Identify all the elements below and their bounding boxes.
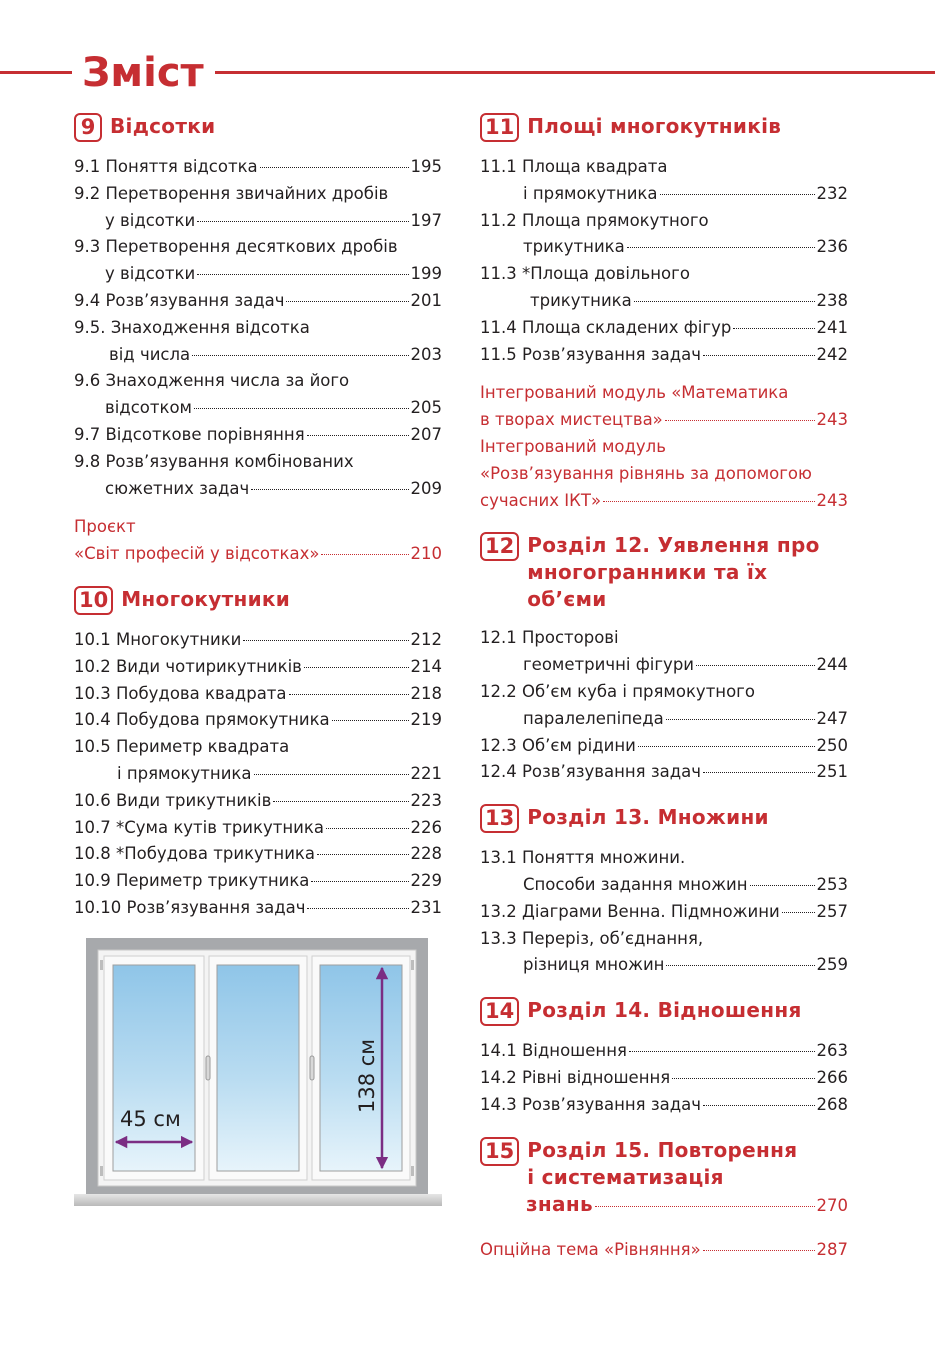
page-number: 212 [410,629,442,649]
page-number: 251 [816,762,848,782]
toc-entry-11-1[interactable]: 11.1 Площа квадрата і прямокутника 232 [480,154,848,208]
section-number-badge: 15 [480,1137,519,1166]
width-label: 45 см [120,1107,181,1131]
toc-entry-10-2[interactable]: 10.2 Види чотирикутників 214 [74,654,442,681]
toc-entry-9-4[interactable]: 9.4 Розв’язування задач 201 [74,288,442,315]
page-number: 214 [410,656,442,676]
toc-entry-12-2[interactable]: 12.2 Об’єм куба і прямокутного паралелепіпеда 247 [480,679,848,733]
page-number: 257 [816,901,848,921]
toc-entry-9-3[interactable]: 9.3 Перетворення десяткових дробів у відсотки 199 [74,234,442,288]
section-number-badge: 11 [480,113,519,142]
section-13-entries [480,845,848,979]
toc-entry-9-8[interactable]: 9.8 Розв’язування комбінованих сюжетних задач 209 [74,449,442,503]
section-number-badge: 14 [480,997,519,1026]
toc-entry-9-1[interactable]: 9.1 Поняття відсотка 195 [74,154,442,181]
section-title: Розділ 12. Уявлення про многогранники та їх об’єми [527,533,820,612]
section-title: Відсотки [110,114,216,138]
page-number: 226 [410,817,442,837]
page-number: 203 [410,344,442,364]
toc-entry-13-2[interactable]: 13.2 Діаграми Венна. Підмножини 257 [480,899,848,926]
toc-entry-10-10[interactable]: 10.10 Розв’язування задач 231 [74,895,442,922]
page-number: 207 [410,424,442,444]
toc-right-column [480,113,848,1263]
toc-entry-11-3[interactable]: 11.3 *Площа довільного трикутника 238 [480,261,848,315]
page-number: 197 [410,210,442,230]
page-number: 263 [816,1041,848,1061]
section-number-badge: 12 [480,532,519,561]
section-10-heading[interactable] [74,586,442,615]
section-14-heading[interactable] [480,997,848,1026]
toc-entry-14-1[interactable]: 14.1 Відношення 263 [480,1038,848,1065]
page-number: 232 [816,183,848,203]
section-15-heading[interactable]: 15 Розділ 15. Повторення і систематизація знань 270 [480,1137,848,1219]
toc-entry-10-8[interactable]: 10.8 *Побудова трикутника 228 [74,841,442,868]
page-number: 210 [410,544,442,564]
page-number: 218 [410,683,442,703]
section-title: Площі многокутників [527,114,782,138]
toc-entry-9-2[interactable]: 9.2 Перетворення звичайних дробів у відсотки 197 [74,181,442,235]
page-number: 244 [816,655,848,675]
page-number: 238 [816,290,848,310]
toc-entry-12-4[interactable]: 12.4 Розв’язування задач 251 [480,759,848,786]
page-number: 243 [816,410,848,430]
page-number: 250 [816,735,848,755]
page-number: 247 [816,708,848,728]
section-14-entries [480,1038,848,1118]
page-number: 228 [410,844,442,864]
section-title: Розділ 15. Повторення і систематизація [527,1137,798,1189]
page-number: 241 [816,317,848,337]
page-number: 236 [816,237,848,257]
toc-entry-9-6[interactable]: 9.6 Знаходження числа за його відсотком 205 [74,368,442,422]
page-number: 287 [816,1239,848,1259]
toc-entry-11-2[interactable]: 11.2 Площа прямокутного трикутника 236 [480,208,848,262]
page-number: 231 [410,897,442,917]
window-illustration [74,938,442,1210]
page-number: 259 [816,955,848,975]
toc-entry-12-1[interactable]: 12.1 Просторові геометричні фігури 244 [480,625,848,679]
height-label: 138 см [355,1038,379,1113]
toc-entry-12-3[interactable]: 12.3 Об’єм рідини 250 [480,733,848,760]
page-number: 219 [410,710,442,730]
header-rule-left [0,71,72,74]
section-number-badge: 13 [480,804,519,833]
toc-left-column [74,113,442,922]
toc-entry-14-3[interactable]: 14.3 Розв’язування задач 268 [480,1092,848,1119]
page-number: 242 [816,344,848,364]
toc-entry-9-7[interactable]: 9.7 Відсоткове порівняння 207 [74,422,442,449]
toc-entry-10-3[interactable]: 10.3 Побудова квадрата 218 [74,681,442,708]
page-number: 205 [410,398,442,418]
toc-entry-13-1[interactable]: 13.1 Поняття множини. Способи задання множин 253 [480,845,848,899]
toc-entry-10-1[interactable]: 10.1 Многокутники 212 [74,627,442,654]
toc-entry-10-7[interactable]: 10.7 *Сума кутів трикутника 226 [74,815,442,842]
section-12-heading[interactable] [480,532,848,613]
section-13-heading[interactable] [480,804,848,833]
toc-entry-13-3[interactable]: 13.3 Переріз, об’єднання, різниця множин 259 [480,926,848,980]
page-header [0,50,935,96]
toc-entry-module-art[interactable]: Інтегрований модуль «Математика в творах мистецтва» 243 [480,380,848,434]
page-number: 253 [816,874,848,894]
section-11-heading[interactable] [480,113,848,142]
section-11-entries [480,154,848,368]
toc-entry-10-6[interactable]: 10.6 Види трикутників 223 [74,788,442,815]
toc-entry-optional-topic[interactable]: Опційна тема «Рівняння» 287 [480,1237,848,1264]
page-title: Зміст [82,50,204,96]
section-number-badge: 10 [74,586,113,615]
toc-entry-project[interactable]: Проєкт «Світ професій у відсотках» 210 [74,514,442,568]
window-drawing [74,938,442,1210]
section-10-entries [74,627,442,922]
section-9-heading[interactable] [74,113,442,142]
page-number: 243 [816,490,848,510]
page-number: 229 [410,871,442,891]
header-rule-right [215,71,935,74]
page-number: 266 [816,1067,848,1087]
section-9-entries [74,154,442,502]
toc-entry-module-ict[interactable]: Інтегрований модуль «Розв’язування рівнянь за допомогою сучасних ІКТ» 243 [480,434,848,514]
page-number: 221 [410,763,442,783]
toc-entry-14-2[interactable]: 14.2 Рівні відношення 266 [480,1065,848,1092]
section-number-badge: 9 [74,113,102,142]
section-title: Розділ 13. Множини [527,805,769,830]
section-12-entries [480,625,848,786]
page-number: 201 [410,290,442,310]
toc-entry-11-4[interactable]: 11.4 Площа складених фігур 241 [480,315,848,342]
page-number: 223 [410,790,442,810]
section-title: Многокутники [121,586,291,611]
page-number: 199 [410,264,442,284]
page-number: 195 [410,157,442,176]
toc-entry-9-5[interactable]: 9.5. Знаходження відсотка від числа 203 [74,315,442,369]
section-title: Розділ 14. Відношення [527,998,802,1023]
page-number: 209 [410,478,442,498]
page-number: 268 [816,1094,848,1114]
toc-entry-10-9[interactable]: 10.9 Периметр трикутника 229 [74,868,442,895]
page-number: 270 [816,1195,848,1215]
toc-entry-11-5[interactable]: 11.5 Розв’язування задач 242 [480,342,848,369]
toc-entry-10-4[interactable]: 10.4 Побудова прямокутника 219 [74,707,442,734]
toc-entry-10-5[interactable]: 10.5 Периметр квадрата і прямокутника 221 [74,734,442,788]
